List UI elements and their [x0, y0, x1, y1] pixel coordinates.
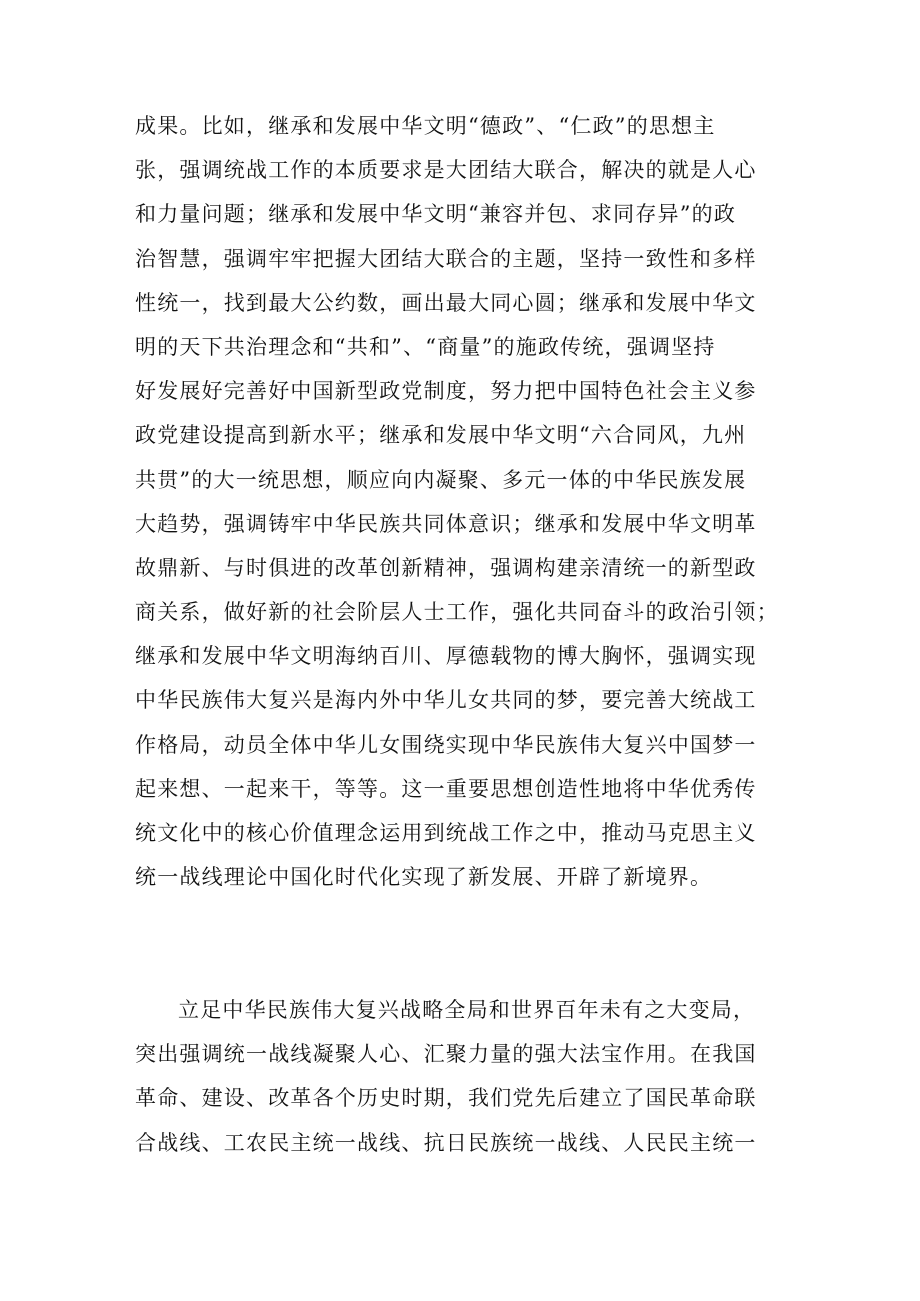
text-line: 性统一，找到最大公约数，画出最大同心圆；继承和发展中华文	[135, 290, 757, 315]
text-line: 统一战线理论中国化时代化实现了新发展、开辟了新境界。	[135, 865, 713, 890]
text-line: 共贯”的大一统思想，顺应向内凝聚、多元一体的中华民族发展	[135, 467, 747, 492]
text-line: 明的天下共治理念和“共和”、“商量”的施政传统，强调坚持	[135, 334, 716, 359]
text-line: 革命、建设、改革各个历史时期，我们党先后建立了国民革命联	[135, 1086, 757, 1111]
text-line: 故鼎新、与时俱进的改革创新精神，强调构建亲清统一的新型政	[135, 555, 757, 580]
text-line: 中华民族伟大复兴是海内外中华儿女共同的梦，要完善大统战工	[135, 688, 757, 713]
text-line: 大趋势，强调铸牢中华民族共同体意识；继承和发展中华文明革	[135, 511, 757, 536]
text-line: 继承和发展中华文明海纳百川、厚德载物的博大胸怀，强调实现	[135, 644, 757, 669]
text-line: 和力量问题；继承和发展中华文明“兼容并包、求同存异”的政	[135, 202, 737, 227]
text-line: 起来想、一起来干，等等。这一重要思想创造性地将中华优秀传	[135, 776, 757, 801]
text-line: 统文化中的核心价值理念运用到统战工作之中，推动马克思主义	[135, 821, 757, 845]
text-line: 成果。比如，继承和发展中华文明“德政”、“仁政”的思想主	[135, 114, 716, 138]
text-line: 立足中华民族伟大复兴战略全局和世界百年未有之大变局，	[178, 998, 756, 1022]
paragraph-2	[135, 988, 795, 1165]
text-line: 好发展好完善好中国新型政党制度，努力把中国特色社会主义参	[135, 379, 757, 404]
text-line: 治智慧，强调牢牢把握大团结大联合的主题，坚持一致性和多样	[135, 246, 757, 271]
text-line: 张，强调统战工作的本质要求是大团结大联合，解决的就是人心	[135, 158, 757, 183]
paragraph-1	[135, 104, 795, 899]
text-line: 突出强调统一战线凝聚人心、汇聚力量的强大法宝作用。在我国	[135, 1042, 757, 1067]
text-line: 政党建设提高到新水平；继承和发展中华文明“六合同风，九州	[135, 423, 747, 448]
text-line: 合战线、工农民主统一战线、抗日民族统一战线、人民民主统一	[135, 1130, 757, 1155]
text-line: 作格局，动员全体中华儿女围绕实现中华民族伟大复兴中国梦一	[135, 732, 757, 757]
text-line: 商关系，做好新的社会阶层人士工作，强化共同奋斗的政治引领；	[135, 600, 779, 625]
